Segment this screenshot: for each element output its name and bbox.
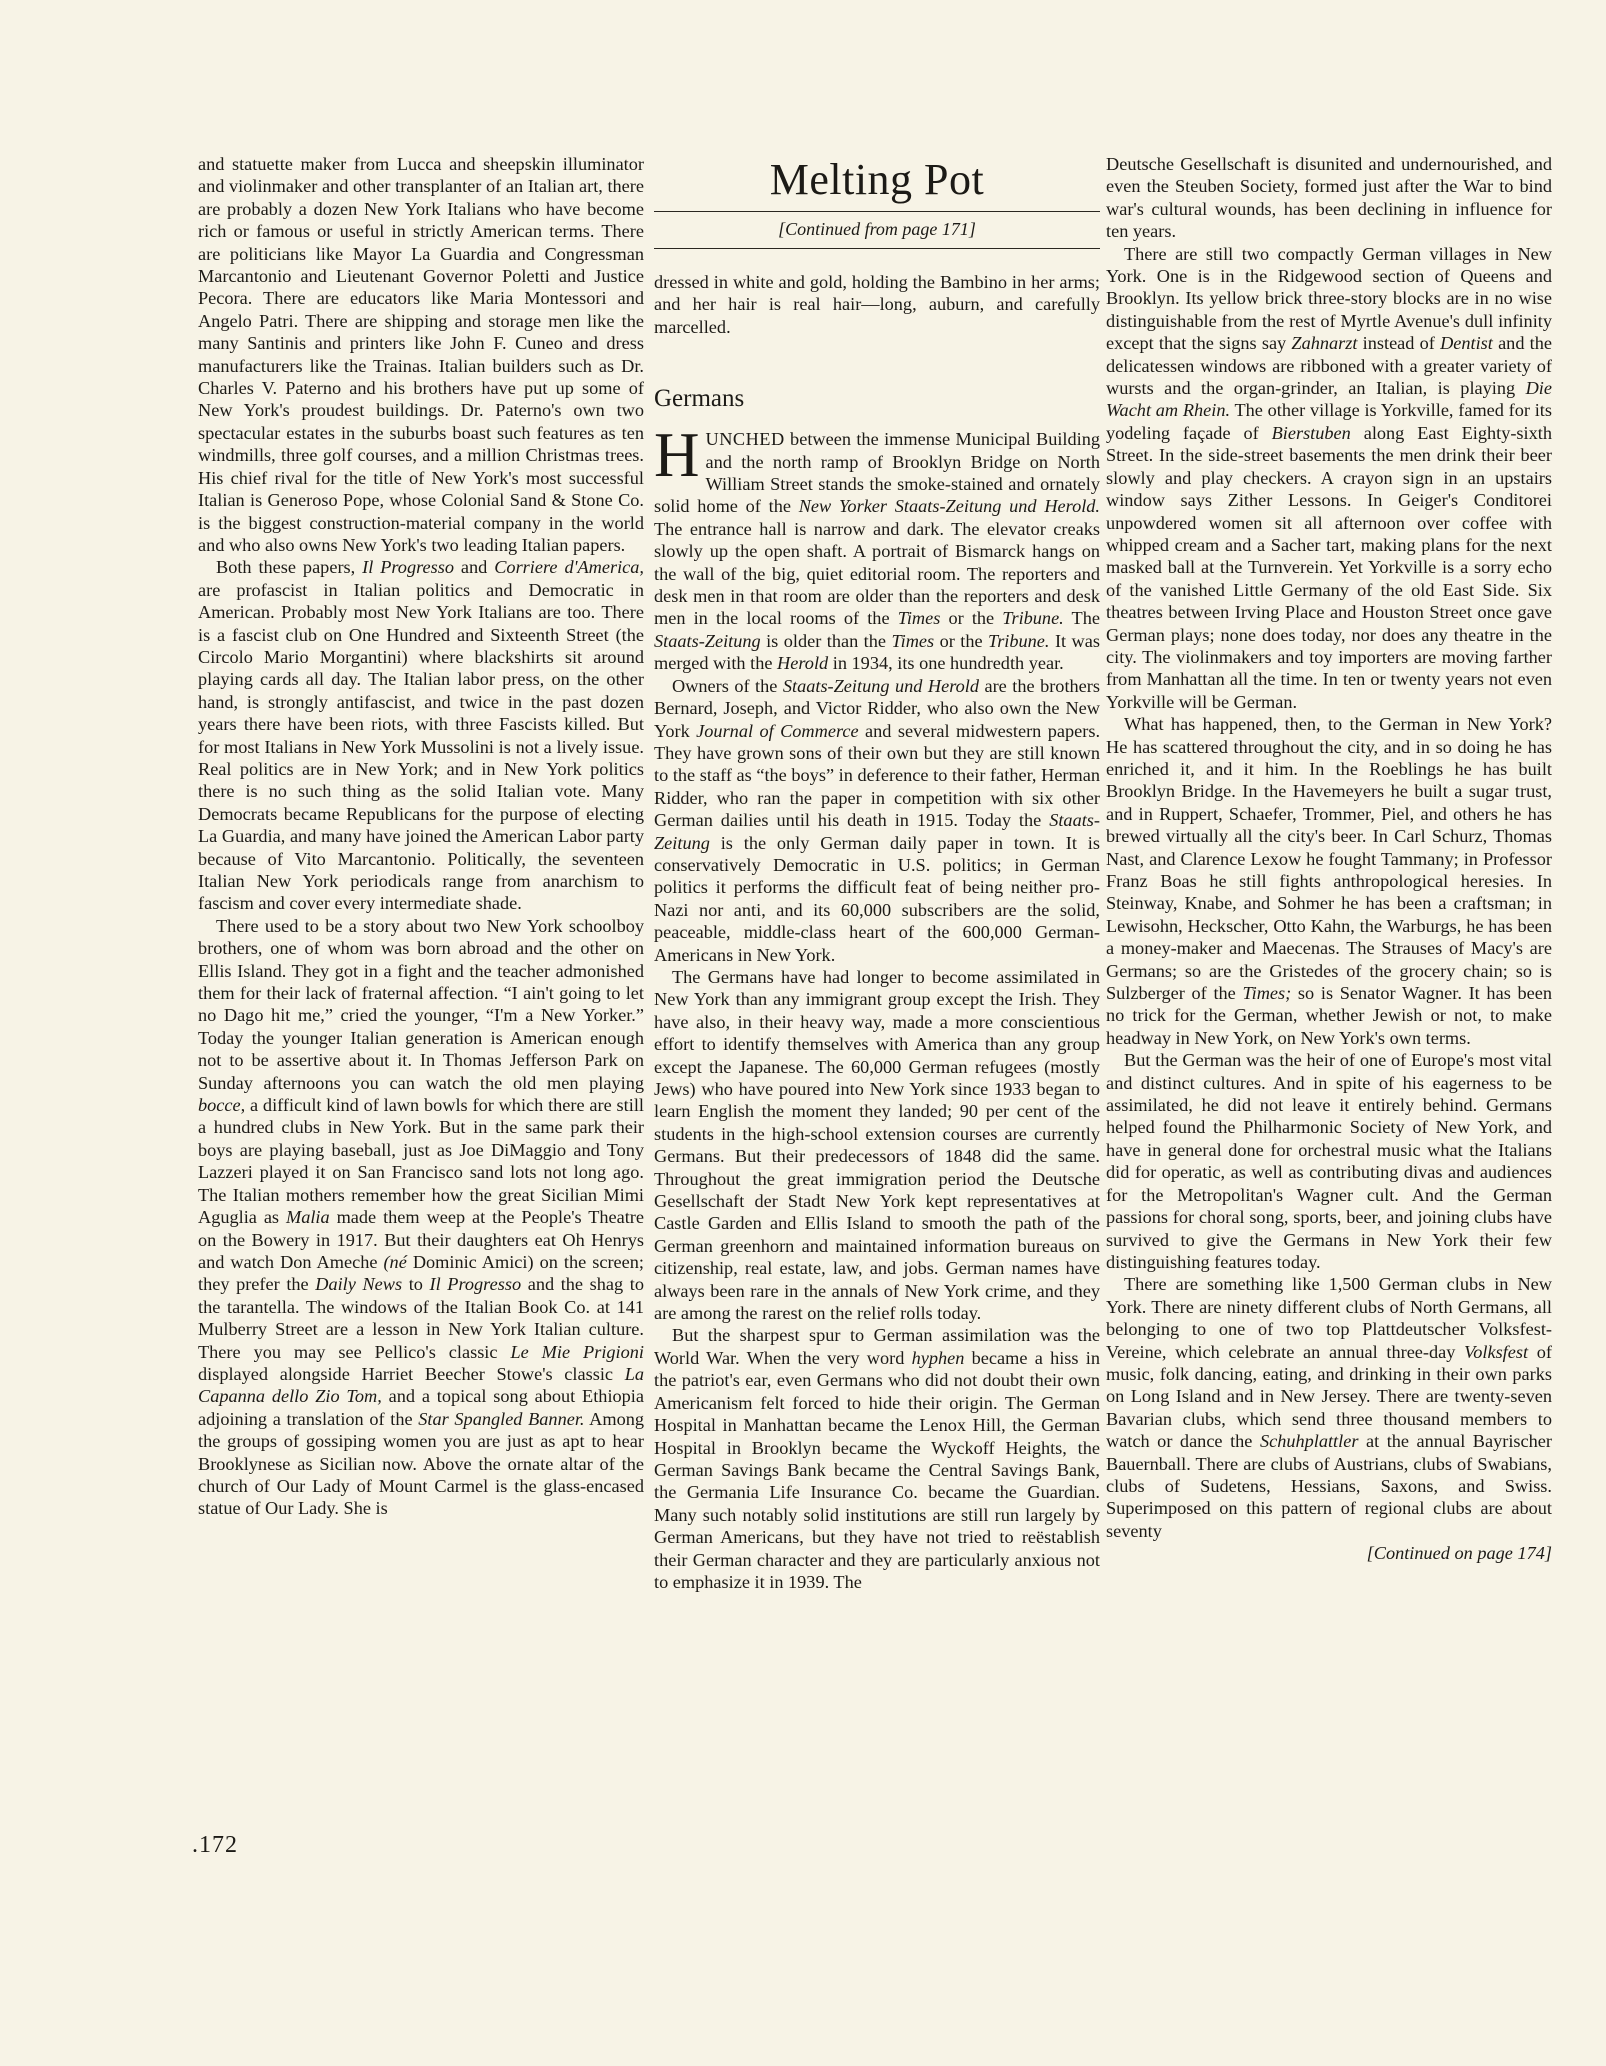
text-run: The [1063, 608, 1100, 629]
text-run: The other village is Yorkville, famed for its yodeling façade of [1106, 400, 1552, 443]
text-run: at the annual Bayrischer Bauernball. There are clubs of Austrians, clubs of Swabians, clubs of Sudetens, Hessians, Saxons, and Swiss. Superimposed on this pattern of regional clubs are about seventy [1106, 1431, 1552, 1541]
paragraph [198, 915, 644, 1520]
paragraph [198, 556, 644, 915]
section-heading: Germans [654, 385, 745, 413]
headline: Melting Pot [769, 155, 985, 204]
italic-title: Herold [777, 653, 829, 674]
italic-title: Daily News [315, 1274, 403, 1295]
text-run: made them weep at the People's Theatre on the Bowery in 1917. But their daughters eat Oh Henrys and watch Don Ameche [198, 1207, 645, 1272]
text-run: of music, folk dancing, eating, and drinking in their own parks on Long Island and in New Jersey. There are twenty-seven Bavarian clubs, which send three thousand members to watch or dance the [1106, 1341, 1552, 1452]
italic-term: Zahnarzt [1291, 333, 1358, 354]
italic-title: Times [897, 608, 941, 629]
italic-title: Tribune. [1002, 608, 1064, 629]
italic-title: Tribune. [988, 630, 1050, 651]
text-run: The entrance hall is narrow and dark. The elevator creaks slowly up the open shaft. A portrait of Bismarck hangs on the wall of the big, quiet editorial room. The reporters and desk men in that room are older than the reporters and desk men in the local rooms of the [654, 518, 1100, 629]
italic-title: Staats-Zeitung [654, 810, 1100, 853]
text-run: and the delicatessen windows are ribboned with a greater variety of wursts and the organ-grinder, an Italian, is playing [1106, 333, 1552, 399]
text-run: in 1934, its one hundredth year. [828, 653, 1064, 674]
page-number: .172 [192, 1832, 238, 1858]
text-run: or the [940, 608, 1003, 629]
text-run: Both these papers, [216, 557, 363, 578]
divider [654, 211, 1100, 212]
continued-on-note: [Continued on page 174] [1366, 1543, 1552, 1564]
italic-title: Staats-Zeitung und Herold [782, 675, 979, 696]
text-run: is older than the [760, 630, 892, 651]
text-run: and the shag to the tarantella. The windows of the Italian Book Co. at 141 Mulberry Street are a lesson in New York Italian culture. There you may see Pellico's classic [198, 1274, 644, 1362]
text-run: There used to be a story about two New York schoolboy brothers, one of whom was born abroad and the other on Ellis Island. They got in a fight and the teacher admonished them for their lack of fraternal affection. “I ain't going to let no Dago hit me,” cried the younger, “I'm a New Yorker.” Today the younger Italian generation is American enough not to be assertive about it. In Thomas Jefferson Park on Sunday afternoons you can watch the old men playing [198, 915, 644, 1093]
right-column [1106, 153, 1552, 1565]
italic-term: bocce, [198, 1095, 246, 1116]
italic-title: Malia [285, 1207, 330, 1228]
italic-term: hyphen [911, 1347, 965, 1368]
text-run: between the immense Municipal Building and the north ramp of Brooklyn Bridge on North William Street stands the smoke-stained and ornately solid home of the [654, 429, 1100, 517]
italic-title: New Yorker Staats-Zeitung und Herold. [798, 496, 1100, 517]
text-run: and a topical song about Ethiopia adjoining a translation of the [198, 1386, 644, 1429]
paragraph [1106, 1049, 1552, 1273]
middle-column [654, 153, 1100, 1593]
paragraph [654, 966, 1100, 1325]
text-run: There are something like 1,500 German clubs in New York. There are ninety different clubs of North Germans, all belonging to one of two top Plattdeutscher Volksfest-Vereine, which celebrate an annual three-day [1106, 1274, 1552, 1362]
paragraph [654, 1324, 1100, 1593]
paragraph [1106, 713, 1552, 1049]
lead-in: UNCHED [705, 429, 785, 450]
text-run: What has happened, then, to the German in New York? He has scattered throughout the city, and in so doing he has enriched it, and it him. In the Roeblings he has built Brooklyn Bridge. In the Havemeyers he built a sugar trust, and in Ruppert, Schaefer, Trommer, Piel, and others he has brewed virtually all the city's beer. In Carl Schurz, Thomas Nast, and Clarence Lexow he fought Tammany; in Professor Franz Boas he still fights anthropological heresies. In Steinway, Knabe, and Sohmer he has been a craftsman; in Lewisohn, Heckscher, Otto Kahn, the Warburgs, he has been a money-maker and Maecenas. The Strauses of Macy's are Germans; so are the Gristedes of the grocery chain; so is Sulzberger of the [1106, 714, 1552, 1004]
paragraph [654, 675, 1100, 966]
italic-title: Die Wacht am Rhein. [1106, 378, 1552, 421]
italic-title: Corriere d'America, [494, 557, 644, 578]
text-run: are profascist in Italian politics and Democratic in American. Probably most New York Italians are too. There is a fascist club on One Hundred and Sixteenth Street (the Circolo Mario Morgantini) where blackshirts sit around playing cards all day. The Italian labor press, on the other hand, is strongly antifascist, and twice in the past dozen years there have been riots, with three Fascists killed. But for most Italians in New York Mussolini is not a lively issue. Real politics are in New York; and in New York politics there is no such thing as the solid Italian vote. Many Democrats became Republicans for the purpose of electing La Guardia, and many have joined the American Labor party because of Vito Marcantonio. Politically, the seventeen Italian New York periodicals range from anarchism to fascism and cover every intermediate shade. [198, 579, 644, 914]
divider [654, 248, 1100, 249]
paragraph [1106, 153, 1552, 243]
paragraph [654, 271, 1100, 338]
text-run: so is Senator Wagner. It has been no trick for the German, whether Jewish or not, to make headway in New York, on New York's own terms. [1106, 983, 1552, 1048]
italic-title: Le Mie Prigioni [510, 1341, 644, 1362]
text-run: and [454, 557, 495, 578]
text-run: became a hiss in the patriot's ear, even Germans who did not doubt their own Americanism felt forced to hide their origin. The German Hospital in Manhattan became the Lenox Hill, the German Hospital in Brooklyn became the Wyckoff Heights, the German Savings Bank became the Central Savings Bank, the Germania Life Insurance Co. became the Guardian. Many such notably solid institutions are still run largely by German Americans, but they have not tried to reëstablish their German character and they are particularly anxious not to emphasize it in 1939. The [654, 1347, 1100, 1592]
paragraph-text: But the German was the heir of one of Europe's most vital and distinct cultures. And in spite of his eagerness to be assimilated, he did not leave it entirely behind. Germans helped found the Philharmonic Society of New York, and have in general done for orchestral music what the Italians did for operatic, as well as contributing divas and audiences for the Metropolitan's Wagner cult. And the German passions for choral song, sports, beer, and joining clubs have survived to give the Germans in New York their few distinguishing features today. [1106, 1050, 1552, 1272]
text-run: There are still two compactly German villages in New York. One is in the Ridgewood section of Queens and Brooklyn. Its yellow brick three-story blocks are in no wise distinguishable from the rest of Myrtle Avenue's dull infinity except that the signs say [1106, 243, 1552, 354]
paragraph-text: and statuette maker from Lucca and sheepskin illuminator and violinmaker and other transplanter of an Italian art, there are probably a dozen New York Italians who have become rich or famous or useful in strictly American terms. There are politicians like Mayor La Guardia and Congressman Marcantonio and Lieutenant Governor Poletti and Justice Pecora. There are educators like Maria Montessori and Angelo Patri. There are shipping and storage men like the many Santinis and printers like John F. Cuneo and dress manufacturers like the Trainas. Italian builders such as Dr. Charles V. Paterno and his brothers have put up some of New York's proudest buildings. Dr. Paterno's own two spectacular estates in the suburbs boast such features as ten windmills, three golf courses, and a million Christmas trees. His chief rival for the title of New York's most successful Italian is Generoso Pope, whose Colonial Sand & Stone Co. is the biggest construction-material company in the world and who also owns New York's two leading Italian papers. [198, 154, 644, 555]
italic-term: Volksfest [1464, 1341, 1529, 1362]
italic-title: Times; [1242, 983, 1292, 1004]
italic-term: Bierstuben [1271, 422, 1351, 443]
paragraph-text: Deutsche Gesellschaft is disunited and undernourished, and even the Steuben Society, formed just after the War to bind war's cultural wounds, has been declining in influence for ten years. [1106, 154, 1552, 242]
text-run: and several midwestern papers. They have grown sons of their own but they are still known to the staff as “the boys” in deference to their father, Herman Ridder, who ran the paper in competition with six other German dailies until his death in 1915. Today the [654, 720, 1101, 831]
paragraph [1106, 1273, 1552, 1542]
italic-title: Journal of Commerce [696, 720, 859, 741]
text-run: to [402, 1274, 430, 1295]
left-column [198, 153, 644, 1520]
italic-title: Staats-Zeitung [654, 630, 761, 651]
drop-cap: H [654, 420, 700, 491]
paragraph-text: The Germans have had longer to become assimilated in New York than any immigrant group except the Irish. They have also, in their heavy way, made a more conscientious effort to identify themselves with America than any group except the Japanese. The 60,000 German refugees (mostly Jews) who have poured into New York since 1933 began to learn English the moment they landed; 90 per cent of the students in the high-school extension courses are currently Germans. But their predecessors of 1848 did the same. Throughout the great immigration period the Deutsche Gesellschaft der Stadt New York kept representatives at Castle Garden and Ellis Island to smooth the path of the German greenhorn and maintained information bureaus on citizenship, real estate, law, and jobs. German names have always been rare in the annals of New York crime, and they are among the rarest on the relief rolls today. [654, 966, 1100, 1324]
italic-title: Il Progresso [362, 557, 455, 578]
text-run: Among the groups of gossiping women you are just as apt to hear Brooklynese as Sicilian now. Above the ornate altar of the church of Our Lady of Mount Carmel is the glass-encased statue of Our Lady. She is [198, 1408, 644, 1519]
text-run: Dominic Amici) on the screen; they prefer the [198, 1251, 644, 1295]
text-run: displayed alongside Harriet Beecher Stowe's classic [198, 1363, 625, 1384]
italic-title: Star Spangled Banner. [418, 1408, 585, 1429]
text-run: or the [934, 630, 989, 651]
italic-term: Dentist [1440, 333, 1493, 354]
text-run: instead of [1357, 333, 1441, 354]
italic-title: La Capanna dello Zio Tom, [198, 1363, 644, 1407]
text-run: It was merged with the [654, 630, 1100, 674]
paragraph [1106, 243, 1552, 714]
paragraph [654, 420, 1100, 674]
italic-title: Times [891, 630, 935, 651]
italic-title: Il Progresso [429, 1274, 522, 1295]
text-run: along East Eighty-sixth Street. In the side-street basements the men drink their beer slowly and play checkers. A crayon sign in an upstairs window says Zither Lessons. In Geiger's Conditorei unpowdered women sit all afternoon over coffee with whipped cream and a Sacher tart, making plans for the next masked ball at the Turnverein. Yet Yorkville is a sorry echo of the vanished Little Germany of the old East Side. Six theatres between Irving Place and Houston Street once gave German plays; none does today, nor does any theatre in the city. The violinmakers and toy importers are moving farther from Manhattan all the time. In ten or twenty years not even Yorkville will be German. [1106, 422, 1552, 712]
text-run: a difficult kind of lawn bowls for which there are still a hundred clubs in New York. But in the same park their boys are playing baseball, just as Joe DiMaggio and Tony Lazzeri played it on San Francisco sand lots not long ago. The Italian mothers remember how the great Sicilian Mimi Aguglia as [198, 1095, 644, 1228]
continued-from-note: [Continued from page 171] [778, 219, 976, 239]
italic-term: Schuhplattler [1259, 1431, 1359, 1452]
paragraph-text: dressed in white and gold, holding the Bambino in her arms; and her hair is real hair—long, auburn, and carefully marcelled. [654, 272, 1100, 337]
text-run: are the brothers Bernard, Joseph, and Victor Ridder, who also own the New York [654, 675, 1100, 741]
text-run: is the only German daily paper in town. It is conservatively Democratic in U.S. politics; in German politics it performs the difficult feat of being neither pro-Nazi nor anti, and its 60,000 subscribers are the solid, peaceable, middle-class heart of the 600,000 German-Americans in New York. [654, 832, 1100, 965]
italic-term: (né [383, 1251, 407, 1272]
paragraph [198, 153, 644, 556]
text-run: But the sharpest spur to German assimilation was the World War. When the very word [654, 1325, 1100, 1368]
text-run: Owners of the [672, 675, 783, 696]
